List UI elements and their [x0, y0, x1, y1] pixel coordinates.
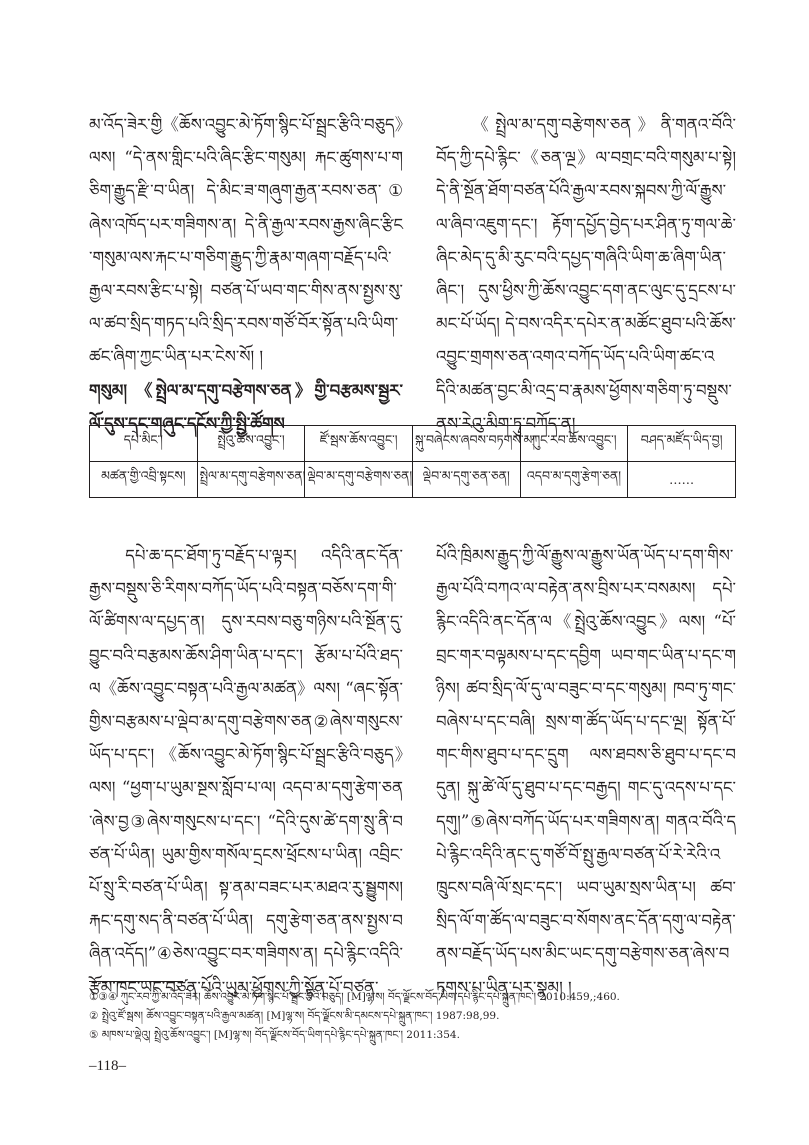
table-cell: སྐུ་བཞེངས་ཞབས་བཏགས་མ། — [412, 426, 520, 462]
table-cell: ལྡེབ་མ་དགུ་བརྩེགས་ཅན། — [305, 462, 413, 498]
paragraph-bottom-left: དཔེ་ཆ་དང་ཐོག་ཏུ་བརྗོད་པ་ལྟར། འདིའི་ནང་དོན་རྒྱས་བསྡུས་ཅི་རིགས་བཀོད་ཡོད་པའི་བསྟན་བཅོས་དག་གི་ལོ་ཚིགས་ལ་དཔྱད་ན། དུས་རབས་བཅུ་གཉིས་པའི་སྔོན་དུ་བྱུང་བའི་བརྩམས་ཆོས་ཤིག་ཡིན་པ་དང་། རྩོམ་པ་པོའི་ཐད་ལ《ཆོས་འབྱུང་བསྟན་པའི་རྒྱལ་མཚན》ལས། “ཞང་སྟོན་གྱིས་བརྩམས་པ་ལྡེབ་མ་དགུ་བརྩེགས་ཅན②ཞེས་གསུངས་ཡོད་པ་དང་། 《ཆོས་འབྱུང་མེ་ཏོག་སྙིང་པོ་སྦྲང་རྩིའི་བཅུད》ལས། “ཕྱག་པ་ཡུམ་སྔས་སློབ་པ་ལ། འདབ་མ་དགུ་རྩེག་ཅན་ཞེས་བྱ③ཞེས་གསུངས་པ་དང་། “དེའི་དུས་ཚེ་དག་སྲུ་ནི་བཙན་པོ་ཡིན། ཡུམ་གྱིས་གསོལ་དྲངས་ཕྲོངས་པ་ཡིན། འབྲིང་པོ་སྲུ་རི་བཙན་པོ་ཡིན། སྟ་ནམ་བཟང་པར་མཐའ་རུ་སྦྱུགས། རྐང་དགུ་སད་ནི་བཙན་པོ་ཡིན། དགུ་རྩེག་ཅན་ནས་སྤྱས་བཞིན་འདོད།”④ཅེས་འབྱུང་བར་གཟིགས་ན། དཔེ་རྙིང་འདིའི་རྩོམ་ཁང་ཡང་བཙན་པོའི་ཡུམ་ཕྱོགས་ཀྱི་སྟོན་པོ་བཙན་ — [89, 546, 403, 997]
title-variants-table — [89, 425, 736, 498]
table-row — [90, 462, 736, 498]
table-cell: མཚན་གྱི་འབྲི་སྟངས། — [90, 462, 198, 498]
table-cell: ལྡེབ་མ་དགུ་ཅན་ཅན། — [412, 462, 520, 498]
footnotes — [89, 988, 749, 1045]
footnote: ①③④ ཀུང་རབ་ཀྱི་མ་འོད་ཟེར། ཆོས་འབྱུང་མེ་ཏོག་སྙིང་པོ་སྦྲང་རྩིའི་བཅུད། [M]ལྷ་ས། བོད་ལྗོངས་བོད་ཡིག་དཔེ་རྙིང་དཔེ་སྐྲུན་ཁང་། 2010:459,;460. — [89, 991, 620, 1003]
body-column-bottom-left — [89, 539, 403, 997]
body-column-top-left — [89, 108, 403, 440]
table-cell: འདབ་མ་དགུ་རྩེག་ཅན། — [520, 462, 628, 498]
footnote: ② སྤྲེའུ་ཛོ་སྦས། ཆོས་འབྱུང་བསྟན་པའི་རྒྱལ་མཚན། [M]ལྷ་ས། བོད་ལྗོངས་མི་དམངས་དཔེ་སྐྲུན་ཁང་། 1987:98,99. — [89, 1010, 500, 1022]
page-number: –118– — [89, 1058, 126, 1074]
table-cell: …… — [628, 462, 736, 498]
paragraph-top-right: 《སྤྲེལ་མ་དགུ་བརྩེགས་ཅན》ནི་གནའ་བོའི་བོད་ཀྱི་དཔེ་རྙིང་《ཅན་ལྔ》ལ་བགྲང་བའི་གསུམ་པ་སྟེ། དེ་ནི་སྔོན་ཐོག་བཙན་པོའི་རྒྱལ་རབས་སྐབས་ཀྱི་ལོ་རྒྱུས་ལ་ཞིབ་འཇུག་དང་། རྟོག་དཔྱོད་བྱེད་པར་ཤིན་ཏུ་གལ་ཆེ་ཞིང་མེད་དུ་མི་རུང་བའི་དཔྱད་གཞིའི་ཡིག་ཆ་ཞིག་ཡིན་ཞིང་། དུས་ཕྱིས་ཀྱི་ཆོས་འབྱུང་དག་ནང་ལུང་དུ་དྲངས་པ་མང་པོ་ཡོད། དེ་བས་འདིར་དཔེར་ན་མཚོང་ཐུབ་པའི་ཆོས་འབྱུང་གྲགས་ཅན་འགའ་བཀོད་ཡོད་པའི་ཡིག་ཚང་འདིའི་མཚན་བྱང་མི་འདྲ་བ་རྣམས་ཕྱོགས་གཅིག་ཏུ་བསྡུས་ནས་རེའུ་མིག་ཏུ་བཀོད་ན། — [436, 115, 736, 433]
section-heading: གསུམ། 《སྤྲེལ་མ་དགུ་བརྩེགས་ཅན》གྱི་བརྩམས་སྦྱར་ལོ་དུས་དང་གཞུང་དངོས་ཀྱི་སྤྱི་ཚོགས — [89, 380, 403, 433]
table-cell: སྤྲེའུ་ཆོས་འབྱུང་། — [197, 426, 305, 462]
table-cell: ཛོ་སྦས་ཆོས་འབྱུང་། — [305, 426, 413, 462]
footnote: ⑤ མཁས་པ་ལྡེའུ། སྤྲེའུ་ཆོས་འབྱུང་། [M]ལྷ་ས། བོད་ལྗོངས་བོད་ཡིག་དཔེ་རྙིང་དཔེ་སྐྲུན་ཁང་། 2011:354. — [89, 1029, 460, 1041]
table-cell: དཔེ་མིང་། — [90, 426, 198, 462]
table-header-row — [90, 426, 736, 462]
body-column-top-right — [436, 108, 736, 440]
table-cell: སྤྲེལ་མ་དགུ་བརྩེགས་ཅན། — [197, 462, 305, 498]
table-cell: ཀུང་རབ་ཆོས་འབྱུང་། — [520, 426, 628, 462]
footnote-divider — [89, 981, 183, 982]
paragraph-top-left: མ་འོད་ཟེར་གྱི《ཆོས་འབྱུང་མེ་ཏོག་སྙིང་པོ་སྦྲང་རྩིའི་བཅུད》ལས། “དེ་ནས་གླིང་པའི་ཞིང་རྩིང་གསུམ། རྐང་ཚུགས་པ་གཅིག་རྒྱུད་རྫི་བ་ཡིན། དེ་མིང་ཟ་གཞུག་རྒྱན་རབས་ཅན་①ཞེས་འཁོད་པར་གཟིགས་ན། དེ་ནི་རྒྱལ་རབས་རྒྱས་ཞིང་རྩིང་གསུམ་ལས་རྐང་པ་གཅིག་རྒྱུད་ཀྱི་རྣམ་གཞག་བརྗོད་པའི་རྒྱལ་རབས་རྩིང་པ་སྟེ། བཙན་པོ་ཡབ་གང་གིས་ནས་སྤྱས་སུ་ལ་ཚབ་སྲིད་གཏད་པའི་སྲིད་རབས་གཙོ་བོར་སྟོན་པའི་ཡིག་ཚང་ཞིག་ཀྱང་ཡིན་པར་ངེས་སོ། ། — [89, 115, 403, 367]
table-cell: བཤད་མཛོད་ཡིད་བྱ། — [628, 426, 736, 462]
body-column-bottom-right — [436, 539, 736, 997]
paragraph-bottom-right: པོའི་ཁྲིམས་རྒྱུད་ཀྱི་ལོ་རྒྱུས་ལ་རྒྱུས་ཡོན་ཡོད་པ་དག་གིས་རྒྱལ་པོའི་བཀའ་ལ་བརྟེན་ནས་བྲིས་པར་བསམས། དཔེ་རྙིང་འདིའི་ནང་དོན་ལ《སྤྲེའུ་ཆོས་འབྱུང》ལས། “པོ་བྲང་གར་བལྟམས་པ་དང་དབྱིག ཡབ་གང་ཡིན་པ་དང་གཉིས། ཚབ་སྲིད་ལོ་དུ་ལ་བཟུང་བ་དང་གསུམ། ཁབ་ཏུ་གང་བཞེས་པ་དང་བཞི། སྲས་ག་ཚོད་ཡོད་པ་དང་ལྔ། སྟོན་པོ་གང་གིས་ཐུབ་པ་དང་དྲུག ལས་ཐབས་ཅི་ཐུབ་པ་དང་བདུན། སྐུ་ཚེ་ལོ་དུ་ཐུབ་པ་དང་བརྒྱད། གང་དུ་འདས་པ་དང་དགུ།”⑤ཞེས་བཀོད་ཡོད་པར་གཟིགས་ན། གནའ་བོའི་དཔེ་རྙིང་འདིའི་ནང་དུ་གཙོ་བོ་སྤུ་རྒྱལ་བཙན་པོ་རེ་རེའི་འཁྲུངས་བཞི་ལོ་སྲང་དང་། ཡབ་ཡུམ་སྲས་ཡིན་པ། ཚབ་སྲིད་ལོ་ག་ཚོད་ལ་བཟུང་བ་སོགས་ནང་དོན་དགུ་ལ་བརྟེན་ནས་བརྗོད་ཡོད་པས་མིང་ཡང་དགུ་བརྩེགས་ཅན་ཞེས་བཏགས་པ་ཡིན་པར་སྣམ། ། — [436, 546, 736, 997]
